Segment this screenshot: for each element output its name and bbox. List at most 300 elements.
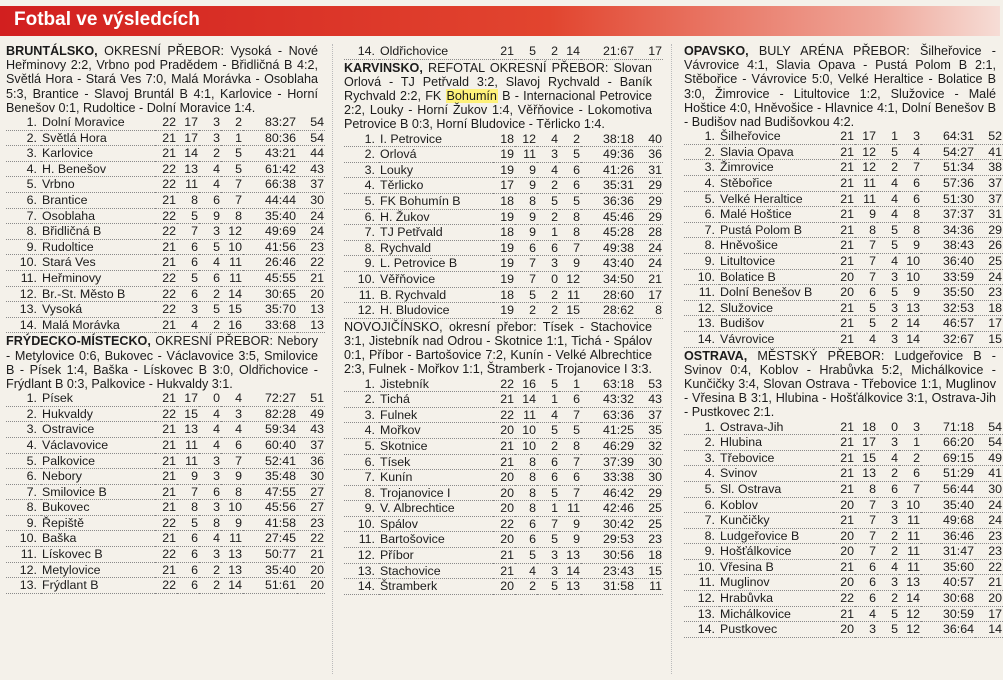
- points: 30: [297, 192, 325, 208]
- table-row: [6, 437, 325, 453]
- team-name: H. Žukov: [379, 209, 493, 225]
- points: 22: [975, 559, 1003, 575]
- team-name: Brantice: [41, 192, 155, 208]
- position: 1.: [344, 377, 379, 392]
- goals: 51:61: [243, 578, 297, 594]
- table-row: [6, 562, 325, 578]
- points: 37: [297, 177, 325, 193]
- team-name: Heřminovy: [41, 270, 155, 286]
- wins: 13: [855, 466, 877, 482]
- table-row: [344, 132, 663, 147]
- wins: 4: [515, 563, 537, 579]
- losses: 7: [899, 481, 921, 497]
- team-name: Stachovice: [379, 563, 493, 579]
- draws: 5: [877, 222, 899, 238]
- table-row: [6, 391, 325, 406]
- points: 36: [297, 453, 325, 469]
- column-2: [344, 44, 662, 596]
- losses: 2: [559, 132, 581, 147]
- draws: 3: [199, 500, 221, 516]
- wins: 3: [177, 302, 199, 318]
- matches: 19: [493, 240, 515, 256]
- wins: 6: [515, 516, 537, 532]
- table-row: [684, 559, 1003, 575]
- wins: 9: [515, 225, 537, 241]
- team-name: Spálov: [379, 516, 493, 532]
- draws: 4: [199, 406, 221, 422]
- position: 13.: [344, 563, 379, 579]
- position: 4.: [6, 437, 41, 453]
- team-name: Slavia Opava: [719, 144, 833, 160]
- goals: 34:36: [921, 222, 975, 238]
- team-name: Vřesina B: [719, 559, 833, 575]
- team-name: Nebory: [41, 469, 155, 485]
- points: 25: [635, 501, 663, 517]
- points: 20: [297, 562, 325, 578]
- points: 30: [975, 481, 1003, 497]
- losses: 13: [899, 300, 921, 316]
- position: 6.: [6, 469, 41, 485]
- team-name: Rudoltice: [41, 239, 155, 255]
- points: 30: [635, 470, 663, 486]
- table-row: [344, 271, 663, 287]
- points: 25: [635, 516, 663, 532]
- draws: 4: [877, 176, 899, 192]
- table-row: [344, 377, 663, 392]
- points: 11: [635, 579, 663, 595]
- league-intro: [684, 349, 996, 420]
- position: 5.: [684, 481, 719, 497]
- team-name: Pustkovec: [719, 622, 833, 638]
- matches: 22: [155, 286, 177, 302]
- losses: 7: [559, 454, 581, 470]
- team-name: Trojanovice I: [379, 485, 493, 501]
- points: 30: [297, 469, 325, 485]
- losses: 7: [221, 192, 243, 208]
- losses: 10: [221, 500, 243, 516]
- matches: 21: [493, 438, 515, 454]
- matches: 21: [493, 563, 515, 579]
- table-row: [344, 147, 663, 163]
- losses: 10: [899, 497, 921, 513]
- goals: 50:77: [243, 547, 297, 563]
- wins: 5: [177, 208, 199, 224]
- team-name: Lískovec B: [41, 547, 155, 563]
- losses: 4: [221, 422, 243, 438]
- team-name: L. Petrovice B: [379, 256, 493, 272]
- wins: 7: [855, 269, 877, 285]
- goals: 37:37: [921, 207, 975, 223]
- team-name: Tísek: [379, 454, 493, 470]
- table-row: [344, 454, 663, 470]
- draws: 5: [877, 144, 899, 160]
- matches: 22: [155, 578, 177, 594]
- position: 8.: [6, 224, 41, 240]
- team-name: Litultovice: [719, 253, 833, 269]
- matches: 21: [155, 453, 177, 469]
- team-name: Hněvošice: [719, 238, 833, 254]
- matches: 20: [833, 544, 855, 560]
- losses: 9: [559, 516, 581, 532]
- position: 9.: [684, 253, 719, 269]
- wins: 9: [515, 178, 537, 194]
- team-name: Vysoká: [41, 302, 155, 318]
- wins: 6: [515, 532, 537, 548]
- wins: 6: [515, 240, 537, 256]
- position: 12.: [684, 591, 719, 607]
- points: 21: [297, 270, 325, 286]
- position: 8.: [684, 528, 719, 544]
- team-name: Věřňovice: [379, 271, 493, 287]
- table-row: [684, 481, 1003, 497]
- draws: 5: [537, 193, 559, 209]
- goals: 61:42: [243, 161, 297, 177]
- table-row: [684, 253, 1003, 269]
- goals: 63:18: [581, 377, 635, 392]
- matches: 22: [155, 161, 177, 177]
- wins: 9: [515, 209, 537, 225]
- table-row: [344, 485, 663, 501]
- table-row: [344, 303, 663, 319]
- position: 8.: [684, 238, 719, 254]
- losses: 6: [899, 191, 921, 207]
- losses: 14: [559, 563, 581, 579]
- losses: 9: [559, 256, 581, 272]
- table-row: [6, 469, 325, 485]
- goals: 41:25: [581, 423, 635, 439]
- table-row: [684, 497, 1003, 513]
- position: 6.: [6, 192, 41, 208]
- goals: 51:34: [921, 160, 975, 176]
- goals: 46:42: [581, 485, 635, 501]
- points: 29: [635, 193, 663, 209]
- goals: 80:36: [243, 130, 297, 146]
- goals: 72:27: [243, 391, 297, 406]
- wins: 6: [855, 591, 877, 607]
- points: 35: [635, 423, 663, 439]
- goals: 71:18: [921, 420, 975, 435]
- points: 18: [975, 300, 1003, 316]
- matches: 20: [493, 579, 515, 595]
- draws: 5: [877, 622, 899, 638]
- matches: 21: [155, 437, 177, 453]
- matches: 21: [833, 513, 855, 529]
- position: 12.: [344, 303, 379, 319]
- matches: 21: [155, 239, 177, 255]
- position: 11.: [6, 270, 41, 286]
- points: 51: [297, 391, 325, 406]
- team-name: Louky: [379, 162, 493, 178]
- table-row: [6, 302, 325, 318]
- matches: 21: [155, 130, 177, 146]
- goals: 63:36: [581, 407, 635, 423]
- position: 1.: [344, 132, 379, 147]
- team-name: Písek: [41, 391, 155, 406]
- table-row: [6, 531, 325, 547]
- losses: 11: [899, 513, 921, 529]
- matches: 22: [493, 377, 515, 392]
- draws: 2: [199, 146, 221, 162]
- table-row: [6, 578, 325, 594]
- goals: 46:29: [581, 438, 635, 454]
- losses: 5: [221, 161, 243, 177]
- goals: 36:46: [921, 528, 975, 544]
- draws: 5: [537, 485, 559, 501]
- losses: 8: [221, 208, 243, 224]
- losses: 11: [899, 559, 921, 575]
- wins: 6: [855, 285, 877, 301]
- points: 54: [975, 420, 1003, 435]
- matches: 19: [493, 147, 515, 163]
- goals: 56:44: [921, 481, 975, 497]
- wins: 5: [515, 44, 537, 59]
- team-name: Řepiště: [41, 515, 155, 531]
- table-row: [6, 547, 325, 563]
- matches: 21: [493, 454, 515, 470]
- wins: 7: [515, 271, 537, 287]
- position: 9.: [6, 515, 41, 531]
- points: 29: [635, 209, 663, 225]
- results-text: B - Internacional Petrovice 2:2, Louky - Horní Žukov 1:4, Věřňovice - Lokomotiva Petrovice B 0:3, Horní Bludovice - Těrlicko 1:4.: [344, 89, 652, 132]
- table-row: [684, 129, 1003, 144]
- team-name: Karlovice: [41, 146, 155, 162]
- losses: 11: [899, 544, 921, 560]
- table-row: [6, 161, 325, 177]
- table-row: [684, 528, 1003, 544]
- draws: 3: [877, 300, 899, 316]
- draws: 5: [537, 532, 559, 548]
- team-name: Smilovice B: [41, 484, 155, 500]
- matches: 21: [833, 466, 855, 482]
- team-name: Kunín: [379, 470, 493, 486]
- table-row: [344, 225, 663, 241]
- position: 7.: [344, 225, 379, 241]
- matches: 21: [833, 129, 855, 144]
- matches: 21: [833, 420, 855, 435]
- position: 8.: [6, 500, 41, 516]
- losses: 13: [221, 547, 243, 563]
- goals: 60:40: [243, 437, 297, 453]
- matches: 20: [493, 470, 515, 486]
- matches: 21: [493, 392, 515, 408]
- losses: 10: [899, 269, 921, 285]
- matches: 21: [833, 435, 855, 451]
- points: 17: [975, 606, 1003, 622]
- goals: 35:48: [243, 469, 297, 485]
- position: 4.: [344, 178, 379, 194]
- position: 11.: [344, 532, 379, 548]
- points: 23: [297, 515, 325, 531]
- goals: 49:36: [581, 147, 635, 163]
- league-intro: [684, 44, 996, 129]
- matches: 22: [155, 406, 177, 422]
- losses: 6: [559, 392, 581, 408]
- wins: 12: [515, 132, 537, 147]
- points: 13: [297, 317, 325, 333]
- table-row: [684, 176, 1003, 192]
- points: 49: [297, 406, 325, 422]
- team-name: Štramberk: [379, 579, 493, 595]
- position: 4.: [684, 466, 719, 482]
- table-row: [684, 316, 1003, 332]
- wins: 5: [515, 287, 537, 303]
- matches: 21: [833, 300, 855, 316]
- wins: 13: [177, 422, 199, 438]
- position: 1.: [6, 391, 41, 406]
- losses: 8: [559, 209, 581, 225]
- team-name: Stará Ves: [41, 255, 155, 271]
- position: 12.: [684, 300, 719, 316]
- highlighted-word: Bohumín: [446, 89, 497, 103]
- losses: 11: [221, 531, 243, 547]
- table-row: [6, 224, 325, 240]
- wins: 15: [855, 450, 877, 466]
- matches: 21: [833, 144, 855, 160]
- table-row: [684, 420, 1003, 435]
- losses: 14: [899, 591, 921, 607]
- position: 10.: [684, 269, 719, 285]
- goals: 45:28: [581, 225, 635, 241]
- position: 4.: [344, 423, 379, 439]
- matches: 22: [155, 208, 177, 224]
- league-name: OSTRAVA,: [684, 348, 748, 363]
- wins: 4: [855, 606, 877, 622]
- losses: 11: [221, 270, 243, 286]
- table-row: [6, 192, 325, 208]
- wins: 6: [855, 575, 877, 591]
- losses: 13: [899, 575, 921, 591]
- team-name: Žimrovice: [719, 160, 833, 176]
- losses: 9: [899, 285, 921, 301]
- table-row: [344, 178, 663, 194]
- team-name: Jistebník: [379, 377, 493, 392]
- position: 10.: [684, 559, 719, 575]
- draws: 2: [537, 178, 559, 194]
- losses: 2: [221, 115, 243, 130]
- table-row: [344, 516, 663, 532]
- wins: 10: [515, 423, 537, 439]
- team-name: Frýdlant B: [41, 578, 155, 594]
- draws: 3: [877, 513, 899, 529]
- draws: 4: [537, 162, 559, 178]
- wins: 5: [855, 300, 877, 316]
- team-name: Třebovice: [719, 450, 833, 466]
- team-name: Vávrovice: [719, 331, 833, 347]
- matches: 22: [155, 547, 177, 563]
- league-section: [344, 319, 662, 595]
- wins: 11: [855, 176, 877, 192]
- table-row: [684, 160, 1003, 176]
- goals: 23:43: [581, 563, 635, 579]
- table-row: [6, 406, 325, 422]
- points: 30: [635, 454, 663, 470]
- losses: 8: [559, 225, 581, 241]
- points: 37: [297, 437, 325, 453]
- team-name: Budišov: [719, 316, 833, 332]
- draws: 3: [199, 130, 221, 146]
- page-title: Fotbal ve výsledcích: [14, 9, 200, 30]
- points: 23: [297, 239, 325, 255]
- goals: 36:40: [921, 253, 975, 269]
- table-row: [684, 285, 1003, 301]
- position: 5.: [6, 177, 41, 193]
- matches: 20: [493, 485, 515, 501]
- matches: 21: [833, 481, 855, 497]
- goals: 21:67: [581, 44, 635, 59]
- position: 1.: [684, 420, 719, 435]
- position: 3.: [6, 422, 41, 438]
- draws: 5: [877, 238, 899, 254]
- draws: 3: [877, 435, 899, 451]
- draws: 2: [877, 466, 899, 482]
- draws: 6: [199, 192, 221, 208]
- goals: 59:34: [243, 422, 297, 438]
- losses: 14: [899, 316, 921, 332]
- losses: 5: [221, 146, 243, 162]
- losses: 6: [559, 162, 581, 178]
- matches: 20: [833, 528, 855, 544]
- draws: 3: [537, 548, 559, 564]
- wins: 16: [515, 377, 537, 392]
- draws: 1: [537, 501, 559, 517]
- goals: 83:27: [243, 115, 297, 130]
- position: 13.: [6, 578, 41, 594]
- standings-table: [344, 44, 663, 60]
- points: 17: [635, 44, 663, 59]
- losses: 14: [899, 331, 921, 347]
- position: 7.: [344, 470, 379, 486]
- table-row: [344, 501, 663, 517]
- points: 22: [297, 255, 325, 271]
- table-row: [684, 591, 1003, 607]
- points: 41: [975, 466, 1003, 482]
- position: 13.: [684, 606, 719, 622]
- table-row: [344, 470, 663, 486]
- wins: 7: [855, 497, 877, 513]
- wins: 5: [515, 548, 537, 564]
- points: 43: [635, 392, 663, 408]
- wins: 17: [177, 391, 199, 406]
- table-row: [344, 579, 663, 595]
- losses: 8: [559, 438, 581, 454]
- position: 12.: [6, 286, 41, 302]
- points: 52: [975, 129, 1003, 144]
- points: 41: [975, 144, 1003, 160]
- wins: 6: [177, 531, 199, 547]
- matches: 21: [155, 484, 177, 500]
- goals: 35:40: [243, 562, 297, 578]
- draws: 8: [199, 515, 221, 531]
- points: 23: [975, 528, 1003, 544]
- table-row: [344, 407, 663, 423]
- matches: 22: [155, 270, 177, 286]
- draws: 3: [199, 115, 221, 130]
- team-name: I. Petrovice: [379, 132, 493, 147]
- column-divider: [332, 44, 334, 674]
- losses: 7: [221, 453, 243, 469]
- position: 2.: [344, 392, 379, 408]
- goals: 28:62: [581, 303, 635, 319]
- losses: 5: [559, 147, 581, 163]
- table-row: [6, 146, 325, 162]
- position: 2.: [684, 144, 719, 160]
- draws: 4: [199, 177, 221, 193]
- wins: 7: [177, 484, 199, 500]
- wins: 8: [515, 501, 537, 517]
- wins: 11: [177, 453, 199, 469]
- points: 15: [635, 563, 663, 579]
- wins: 7: [855, 528, 877, 544]
